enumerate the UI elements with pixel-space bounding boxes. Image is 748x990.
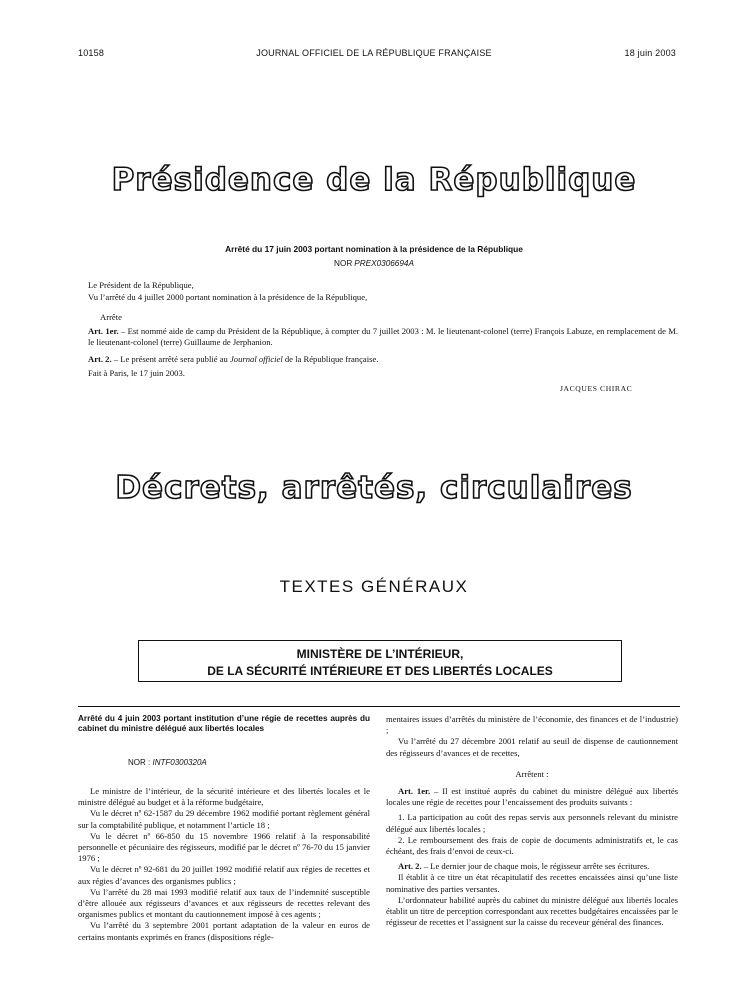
decree-title: Arrêté du 17 juin 2003 portant nomination à la présidence de la République	[225, 244, 523, 254]
left-title: Arrêté du 4 juin 2003 portant institution d’une régie de recettes auprès du cabinet du ministre délégué aux libertés locales	[78, 714, 370, 734]
issue-date: 18 juin 2003	[624, 48, 676, 58]
preamble-line: Le Président de la République,	[88, 280, 194, 290]
journal-title: JOURNAL OFFICIEL DE LA RÉPUBLIQUE FRANÇAISE	[256, 48, 492, 58]
done-at: Fait à Paris, le 17 juin 2003.	[88, 368, 185, 378]
left-paragraph: Vu le décret nº 92-681 du 20 juillet 1992 modifié relatif aux régies de recettes et aux régies d’avances des organismes publics ;	[78, 864, 370, 886]
left-body	[78, 786, 370, 943]
section-title-presidence: Présidence de la République	[111, 162, 637, 198]
left-nor	[128, 757, 368, 768]
left-nor-label: NOR :	[128, 758, 151, 767]
right-body	[386, 714, 678, 928]
right-paragraph: Il établit à ce titre un état récapitulatif des recettes encaissées ainsi qu’une liste nominative des parties versantes.	[386, 872, 678, 894]
left-paragraph: Vu le décret nº 62-1587 du 29 décembre 1962 modifié portant règlement général sur la comptabilité publique, et notamment l’article 18 ;	[78, 808, 370, 830]
right-arretent: Arrêtent :	[515, 768, 549, 779]
arrete-line: Arrête	[100, 312, 122, 322]
nor-label: NOR	[334, 259, 353, 268]
right-article-1	[386, 786, 678, 808]
ministry-line-1: MINISTÈRE DE L’INTÉRIEUR,	[296, 647, 464, 661]
right-paragraph: L’ordonnateur habilité auprès du cabinet du ministre délégué aux libertés locales établit un titre de perception correspondant aux recettes budgétaires encaissées par le régisseur de recettes et l’assignent sur la caisse du receveur général des finances.	[386, 894, 678, 928]
article-2-text-italic: Journal officiel	[229, 354, 283, 364]
right-continuation: mentaires issues d’arrêtés du ministère de l’économie, des finances et de l’industrie) ;	[386, 714, 678, 736]
article-2-text-a: – Le présent arrêté sera publié au	[111, 354, 230, 364]
article-2	[88, 354, 678, 365]
right-article-1-text: – Il est institué auprès du cabinet du ministre délégué aux libertés locales une régie de recettes pour l’encaissement des produits suivants :	[386, 786, 678, 808]
article-1-label: Art. 1er.	[88, 326, 119, 336]
section-title-decrets: Décrets, arrêtés, circulaires	[115, 470, 633, 506]
right-article-1-label: Art. 1er.	[398, 786, 431, 797]
ministry-line-2: DE LA SÉCURITÉ INTÉRIEURE ET DES LIBERTÉS LOCALES	[207, 664, 553, 678]
left-nor-code: INTF0300320A	[152, 758, 207, 767]
right-item-1: 1. La participation au coût des repas servis aux personnels relevant du ministre délégué aux libertés locales ;	[386, 812, 678, 834]
signature: JACQUES CHIRAC	[560, 384, 633, 393]
column-divider-top	[78, 706, 680, 707]
left-paragraph: Vu l’arrêté du 3 septembre 2001 portant adaptation de la valeur en euros de certains montants exprimés en francs (dispositions régle-	[78, 920, 370, 942]
left-paragraph: Vu l’arrêté du 28 mai 1993 modifié relatif aux taux de l’indemnité susceptible d’être allouée aux régisseurs d’avances et aux régisseurs de recettes relevant des organismes publics et montant du cautionnement imposé à ces agents ;	[78, 886, 370, 920]
preamble-line: Vu l’arrêté du 4 juillet 2000 portant nomination à la présidence de la République,	[88, 292, 368, 302]
page-number: 10158	[78, 48, 105, 58]
article-2-label: Art. 2.	[88, 354, 112, 364]
nor-code: PREX0306694A	[354, 259, 414, 268]
right-item-2: 2. Le remboursement des frais de copie de documents administratifs et, le cas échéant, des frais d’envoi de ceux-ci.	[386, 834, 678, 857]
nor-line	[0, 258, 748, 269]
article-1-text: – Est nommé aide de camp du Président de la République, à compter du 7 juillet 2003 : M. le lieutenant-colonel (terre) François Labuze, en remplacement de M. le lieutenant-colonel (terre) Guillaume de Jerphanion.	[88, 326, 678, 348]
left-paragraph: Vu le décret nº 66-850 du 15 novembre 1966 relatif à la responsabilité personnelle et pécuniaire des régisseurs, modifié par le décret nº 76-70 du 15 janvier 1976 ;	[78, 830, 370, 864]
right-article-2-text: – Le dernier jour de chaque mois, le régisseur arrête ses écritures.	[421, 861, 650, 872]
right-article-2	[386, 861, 678, 872]
article-2-text-b: de la République française.	[282, 354, 379, 364]
article-1	[88, 326, 678, 348]
right-article-2-label: Art. 2.	[398, 861, 422, 872]
left-paragraph: Le ministre de l’intérieur, de la sécurité intérieure et des libertés locales et le ministre délégué au budget et à la réforme budgétaire,	[78, 786, 370, 808]
section-subtitle: TEXTES GÉNÉRAUX	[279, 577, 469, 596]
ministry-box	[138, 640, 622, 682]
right-vu: Vu l’arrêté du 27 décembre 2001 relatif au seuil de dispense de cautionnement des régisseurs d’avances et de recettes,	[386, 736, 678, 758]
